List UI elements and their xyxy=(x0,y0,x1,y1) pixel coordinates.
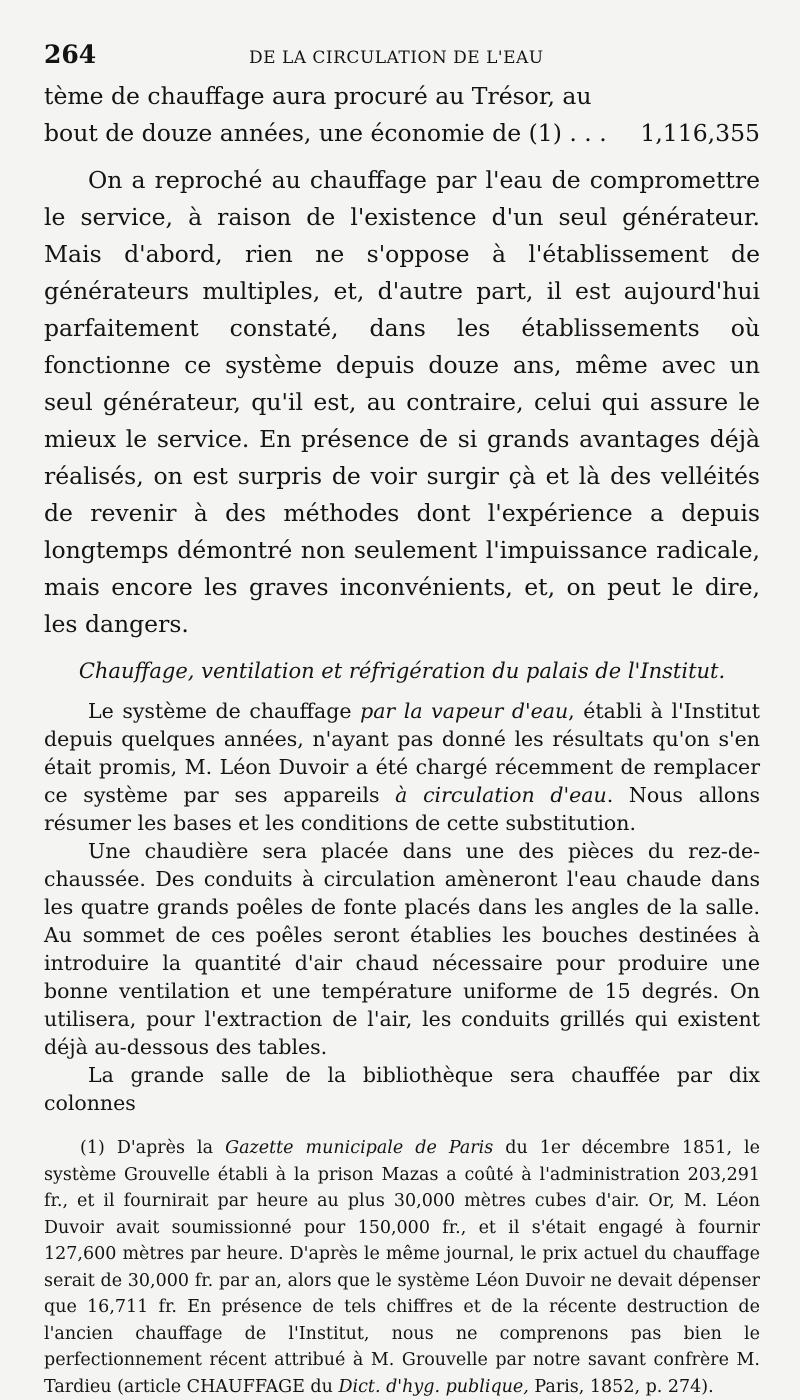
footnote-part-2: du 1er décembre 1851, le système Grouvelle établi à la prison Mazas a coûté à l'administration 203,291 fr., et il fournirait par heure au plus 30,000 mètres cubes d'air. Or, M. Léon Duvoir avait soumissionné pour 150,000 fr., et il s'était engagé à fournir 127,600 mètres par heure. D'après le même journal, le prix actuel du chauffage serait de 30,000 fr. par an, alors que le système Léon Duvoir ne devait dépenser que 16,711 fr. En présence de tels chiffres et de la récente destruction de l'ancien chauffage de l'Institut, nous ne comprenons pas bien le perfectionnement récent attribué à M. Grouvelle par notre savant confrère M. Tardieu (article CHAUFFAGE du xyxy=(44,1138,760,1397)
paragraph-2-part-3: . Nous allons résumer les bases et les conditions de cette substitution. xyxy=(44,783,761,835)
footnotes xyxy=(44,1135,760,1400)
carryover-line-1: tème de chauffage aura procuré au Trésor, au xyxy=(44,82,592,110)
page-number: 264 xyxy=(44,40,97,69)
paragraph-2-part-2: , établi à l'Institut depuis quelques années, n'ayant pas donné les résultats qu'on s'en était promis, M. Léon Duvoir a été chargé récemment de remplacer ce système par ses appareils xyxy=(44,699,760,807)
paragraph-3: Une chaudière sera placée dans une des pièces du rez-de-chaussée. Des conduits à circulation amèneront l'eau chaude dans les quatre grands poêles de fonte placés dans les angles de la salle. Au sommet de ces poêles seront établies les bouches destinées à introduire la quantité d'air chaud nécessaire pour produire une bonne ventilation et une température uniforme de 15 degrés. On utilisera, pour l'extraction de l'air, les conduits grillés qui existent déjà au-dessous des tables. xyxy=(44,839,760,1059)
paragraph-4: La grande salle de la bibliothèque sera chauffée par dix colonnes xyxy=(44,1063,760,1115)
footnote-part-1: (1) D'après la xyxy=(80,1138,214,1158)
carryover-text xyxy=(44,78,760,152)
footnote-1 xyxy=(44,1135,760,1400)
footnote-emphasis-1: Gazette municipale de Paris xyxy=(225,1138,494,1158)
paragraph-2-emphasis-1: par la vapeur d'eau xyxy=(360,699,569,723)
book-page xyxy=(44,40,760,1400)
footnote-part-3: Paris, 1852, p. 274). xyxy=(534,1376,714,1397)
carryover-line-2 xyxy=(44,115,760,152)
paragraph-1: On a reproché au chauffage par l'eau de compromettre le service, à raison de l'existence d'un seul générateur. Mais d'abord, rien ne s'oppose à l'établissement de générateurs multiples, et, d'autre part, il est aujourd'hui parfaitement constaté, dans les établissements où fonctionne ce système depuis douze ans, même avec un seul générateur, qu'il est, au contraire, celui qui assure le mieux le service. En présence de si grands avantages déjà réalisés, on est surpris de voir surgir çà et là des velléités de revenir à des méthodes dont l'expérience a depuis longtemps démontré non seulement l'impuissance radicale, mais encore les graves inconvénients, et, on peut le dire, les dangers. xyxy=(44,166,760,638)
running-head-title: DE LA CIRCULATION DE L'EAU xyxy=(249,48,544,68)
paragraph-2-emphasis-2: à circulation d'eau xyxy=(395,783,607,807)
paragraph-2-part-1: Le système de chauffage xyxy=(88,699,352,723)
footnote-emphasis-2: Dict. d'hyg. publique, xyxy=(338,1376,529,1397)
savings-amount: 1,116,355 xyxy=(640,119,760,147)
running-head xyxy=(44,40,760,78)
carryover-line-2-text: bout de douze années, une économie de (1) . . . xyxy=(44,119,607,147)
paragraph-2 xyxy=(44,697,760,837)
section-title: Chauffage, ventilation et réfrigération du palais de l'Institut. xyxy=(78,659,726,683)
